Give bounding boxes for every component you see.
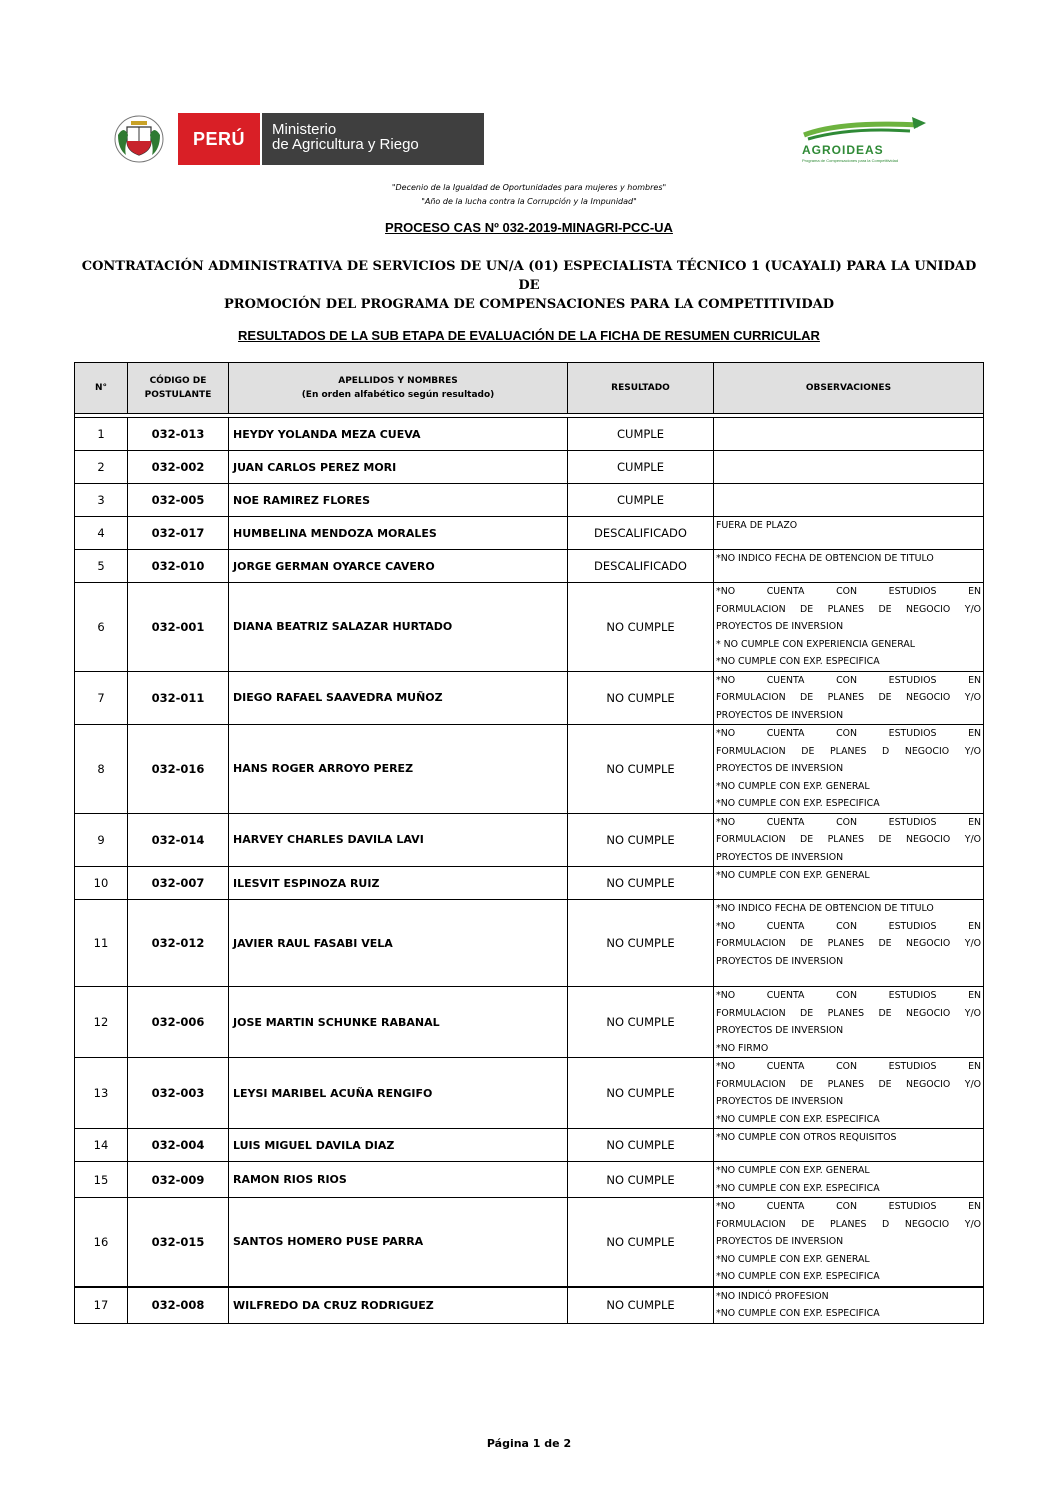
applicant-code-cell: 032-008 <box>128 1287 229 1324</box>
result-cell: DESCALIFICADO <box>568 550 714 583</box>
applicant-name-cell: JOSE MARTIN SCHUNKE RABANAL <box>229 987 568 1058</box>
applicant-code-cell: 032-002 <box>128 451 229 484</box>
table-row <box>75 1287 984 1324</box>
observations-cell <box>714 1058 984 1129</box>
observation-line: *NO CUMPLE CON EXP. GENERAL <box>716 870 870 881</box>
agroideas-name: AGROIDEAS <box>802 143 884 157</box>
applicant-name-cell: JORGE GERMAN OYARCE CAVERO <box>229 550 568 583</box>
applicant-name-cell: HANS ROGER ARROYO PEREZ <box>229 725 568 814</box>
applicant-code-cell: 032-007 <box>128 867 229 900</box>
page-number: Página 1 de 2 <box>486 1437 572 1450</box>
observation-line: *NO CUENTA CON ESTUDIOS EN <box>716 816 981 828</box>
result-cell: CUMPLE <box>568 451 714 484</box>
table-row <box>75 451 984 484</box>
header-name-line-1: APELLIDOS Y NOMBRES <box>338 376 458 386</box>
observation-line: FORMULACION DE PLANES D NEGOCIO Y/O <box>716 745 981 757</box>
applicant-code-cell: 032-017 <box>128 517 229 550</box>
result-cell: CUMPLE <box>568 484 714 517</box>
observations-cell <box>714 987 984 1058</box>
header-name-line-2: (En orden alfabético según resultado) <box>301 390 495 400</box>
applicant-code-cell: 032-012 <box>128 900 229 987</box>
observation-line: PROYECTOS DE INVERSION <box>716 851 844 863</box>
observation-line: *NO CUMPLE CON EXP. GENERAL <box>716 1165 870 1176</box>
observations-cell <box>714 418 984 451</box>
applicant-name-cell: WILFREDO DA CRUZ RODRIGUEZ <box>229 1287 568 1324</box>
header-code-line-1: CÓDIGO DE <box>149 376 207 386</box>
observation-line: *NO CUENTA CON ESTUDIOS EN <box>716 1061 981 1072</box>
result-cell: NO CUMPLE <box>568 1058 714 1129</box>
observation-line: FORMULACION DE PLANES DE NEGOCIO Y/O <box>716 1078 981 1090</box>
header-name <box>229 363 568 414</box>
results-subtitle: RESULTADOS DE LA SUB ETAPA DE EVALUACIÓN DE LA FICHA DE RESUMEN CURRICULAR <box>238 328 820 343</box>
header-code <box>128 363 229 414</box>
observation-line: FORMULACION DE PLANES DE NEGOCIO Y/O <box>716 692 981 703</box>
observations-cell <box>714 484 984 517</box>
observations-cell <box>714 867 984 900</box>
minagri-logo <box>112 113 484 165</box>
result-cell: NO CUMPLE <box>568 1287 714 1324</box>
applicant-code-cell: 032-001 <box>128 583 229 672</box>
observation-line: *NO CUMPLE CON OTROS REQUISITOS <box>716 1132 897 1143</box>
observation-line: *NO CUMPLE CON EXP. ESPECIFICA <box>716 1308 880 1319</box>
row-number-cell: 2 <box>75 451 128 484</box>
observation-line: *NO INDICO FECHA DE OBTENCION DE TITULO <box>716 553 934 564</box>
row-number-cell: 17 <box>75 1287 128 1324</box>
applicant-name-cell: HEYDY YOLANDA MEZA CUEVA <box>229 418 568 451</box>
header-observations: OBSERVACIONES <box>714 363 984 414</box>
observation-line: *NO CUENTA CON ESTUDIOS EN <box>716 728 981 739</box>
ministry-line-2: de Agricultura y Riego <box>272 136 419 153</box>
observation-line: *NO FIRMO <box>716 1042 769 1054</box>
result-cell: NO CUMPLE <box>568 813 714 867</box>
table-row <box>75 671 984 725</box>
table-row <box>75 725 984 814</box>
observation-line: FORMULACION DE PLANES DE NEGOCIO Y/O <box>716 938 981 949</box>
table-row <box>75 900 984 987</box>
applicant-code-cell: 032-011 <box>128 671 229 725</box>
peru-coat-of-arms-icon <box>112 113 166 165</box>
row-number-cell: 1 <box>75 418 128 451</box>
table-row <box>75 550 984 583</box>
observations-cell <box>714 550 984 583</box>
applicant-code-cell: 032-004 <box>128 1129 229 1162</box>
decade-quote: "Decenio de la Igualdad de Oportunidades para mujeres y hombres" <box>391 183 667 192</box>
observation-line: *NO CUMPLE CON EXP. ESPECIFICA <box>716 656 880 667</box>
result-cell: NO CUMPLE <box>568 583 714 672</box>
observations-cell <box>714 1162 984 1198</box>
row-number-cell: 4 <box>75 517 128 550</box>
applicant-code-cell: 032-016 <box>128 725 229 814</box>
contract-title <box>80 257 978 314</box>
result-cell: NO CUMPLE <box>568 900 714 987</box>
observations-cell <box>714 1287 984 1324</box>
observation-line: *NO CUENTA CON ESTUDIOS EN <box>716 1201 981 1212</box>
result-cell: NO CUMPLE <box>568 1162 714 1198</box>
observation-line: FORMULACION DE PLANES DE NEGOCIO Y/O <box>716 1007 981 1019</box>
table-row <box>75 1058 984 1129</box>
observations-cell <box>714 451 984 484</box>
header-num: N° <box>75 363 128 414</box>
row-number-cell: 14 <box>75 1129 128 1162</box>
applicant-name-cell: DIANA BEATRIZ SALAZAR HURTADO <box>229 583 568 672</box>
applicant-name-cell: LUIS MIGUEL DAVILA DIAZ <box>229 1129 568 1162</box>
table-body <box>75 414 984 1324</box>
applicant-code-cell: 032-005 <box>128 484 229 517</box>
applicant-code-cell: 032-003 <box>128 1058 229 1129</box>
observation-line: PROYECTOS DE INVERSION <box>716 763 844 774</box>
applicant-code-cell: 032-006 <box>128 987 229 1058</box>
results-table <box>74 362 984 1324</box>
row-number-cell: 5 <box>75 550 128 583</box>
row-number-cell: 16 <box>75 1198 128 1287</box>
header-code-line-2: POSTULANTE <box>144 390 212 400</box>
observation-line: *NO CUENTA CON ESTUDIOS EN <box>716 674 981 686</box>
applicant-code-cell: 032-015 <box>128 1198 229 1287</box>
observation-line: *NO CUMPLE CON EXP. ESPECIFICA <box>716 1271 880 1282</box>
result-cell: NO CUMPLE <box>568 1198 714 1287</box>
table-row <box>75 1198 984 1287</box>
process-title: PROCESO CAS Nº 032-2019-MINAGRI-PCC-UA <box>385 220 673 235</box>
observation-line: *NO CUMPLE CON EXP. ESPECIFICA <box>716 1113 880 1125</box>
result-cell: NO CUMPLE <box>568 1129 714 1162</box>
result-cell: DESCALIFICADO <box>568 517 714 550</box>
table-row <box>75 517 984 550</box>
applicant-code-cell: 032-014 <box>128 813 229 867</box>
ministry-label <box>262 113 484 165</box>
row-number-cell: 13 <box>75 1058 128 1129</box>
table-row <box>75 418 984 451</box>
row-number-cell: 8 <box>75 725 128 814</box>
agroideas-logo <box>800 113 932 163</box>
table-row <box>75 867 984 900</box>
observation-line: FORMULACION DE PLANES D NEGOCIO Y/O <box>716 1218 981 1230</box>
ministry-line-1: Ministerio <box>272 121 337 138</box>
row-number-cell: 12 <box>75 987 128 1058</box>
observations-cell <box>714 725 984 814</box>
row-number-cell: 11 <box>75 900 128 987</box>
observation-line: PROYECTOS DE INVERSION <box>716 1025 844 1036</box>
row-number-cell: 3 <box>75 484 128 517</box>
applicant-name-cell: RAMON RIOS RIOS <box>229 1162 568 1198</box>
result-cell: NO CUMPLE <box>568 671 714 725</box>
table-row <box>75 484 984 517</box>
table-row <box>75 813 984 867</box>
contract-title-line-2: PROMOCIÓN DEL PROGRAMA DE COMPENSACIONES PARA LA COMPETITIVIDAD <box>224 297 834 312</box>
table-row <box>75 1129 984 1162</box>
applicant-name-cell: NOE RAMIREZ FLORES <box>229 484 568 517</box>
agroideas-tagline: Programa de Compensaciones para la Competitividad <box>802 158 899 163</box>
agroideas-arrow-icon <box>800 113 932 143</box>
applicant-code-cell: 032-010 <box>128 550 229 583</box>
applicant-name-cell: HUMBELINA MENDOZA MORALES <box>229 517 568 550</box>
observations-cell <box>714 671 984 725</box>
observations-cell <box>714 583 984 672</box>
applicant-code-cell: 032-009 <box>128 1162 229 1198</box>
header-result: RESULTADO <box>568 363 714 414</box>
applicant-name-cell: ILESVIT ESPINOZA RUIZ <box>229 867 568 900</box>
applicant-name-cell: LEYSI MARIBEL ACUÑA RENGIFO <box>229 1058 568 1129</box>
result-cell: CUMPLE <box>568 418 714 451</box>
observation-line: PROYECTOS DE INVERSION <box>716 1236 844 1247</box>
observation-line: FORMULACION DE PLANES DE NEGOCIO Y/O <box>716 834 981 845</box>
observations-cell <box>714 517 984 550</box>
table-row <box>75 583 984 672</box>
applicant-name-cell: JUAN CARLOS PEREZ MORI <box>229 451 568 484</box>
result-cell: NO CUMPLE <box>568 867 714 900</box>
observation-line: *NO CUMPLE CON EXP. GENERAL <box>716 1253 870 1265</box>
row-number-cell: 6 <box>75 583 128 672</box>
table-header-row <box>75 363 984 414</box>
peru-label: PERÚ <box>178 113 260 165</box>
observation-line: *NO INDICO FECHA DE OBTENCION DE TITULO <box>716 903 934 914</box>
applicant-name-cell: JAVIER RAUL FASABI VELA <box>229 900 568 987</box>
observation-line: PROYECTOS DE INVERSION <box>716 955 844 967</box>
observation-line: *NO CUMPLE CON EXP. ESPECIFICA <box>716 1182 880 1194</box>
table-row <box>75 1162 984 1198</box>
contract-title-line-1: CONTRATACIÓN ADMINISTRATIVA DE SERVICIOS DE UN/A (01) ESPECIALISTA TÉCNICO 1 (UCAYALI) PARA LA UNIDAD DE <box>81 259 977 293</box>
observation-line: *NO CUMPLE CON EXP. GENERAL <box>716 780 870 792</box>
row-number-cell: 7 <box>75 671 128 725</box>
applicant-name-cell: DIEGO RAFAEL SAAVEDRA MUÑOZ <box>229 671 568 725</box>
observation-line: *NO INDICÓ PROFESION <box>716 1290 829 1302</box>
table-row <box>75 987 984 1058</box>
row-number-cell: 15 <box>75 1162 128 1198</box>
observation-line: *NO CUMPLE CON EXP. ESPECIFICA <box>716 798 880 809</box>
observation-line: * NO CUMPLE CON EXPERIENCIA GENERAL <box>716 638 915 650</box>
observation-line: FUERA DE PLAZO <box>716 520 798 531</box>
observation-line: *NO CUENTA CON ESTUDIOS EN <box>716 586 981 597</box>
observation-line: PROYECTOS DE INVERSION <box>716 709 844 721</box>
observation-line: *NO CUENTA CON ESTUDIOS EN <box>716 920 981 932</box>
applicant-code-cell: 032-013 <box>128 418 229 451</box>
observations-cell <box>714 900 984 987</box>
observations-cell <box>714 1129 984 1162</box>
observation-line: *NO CUENTA CON ESTUDIOS EN <box>716 990 981 1001</box>
observations-cell <box>714 813 984 867</box>
observation-line: PROYECTOS DE INVERSION <box>716 621 844 632</box>
year-quote: "Año de la lucha contra la Corrupción y la Impunidad" <box>421 197 637 206</box>
result-cell: NO CUMPLE <box>568 725 714 814</box>
observation-line: FORMULACION DE PLANES DE NEGOCIO Y/O <box>716 603 981 615</box>
observation-line: PROYECTOS DE INVERSION <box>716 1096 844 1107</box>
observations-cell <box>714 1198 984 1287</box>
applicant-name-cell: HARVEY CHARLES DAVILA LAVI <box>229 813 568 867</box>
applicant-name-cell: SANTOS HOMERO PUSE PARRA <box>229 1198 568 1287</box>
result-cell: NO CUMPLE <box>568 987 714 1058</box>
row-number-cell: 9 <box>75 813 128 867</box>
row-number-cell: 10 <box>75 867 128 900</box>
